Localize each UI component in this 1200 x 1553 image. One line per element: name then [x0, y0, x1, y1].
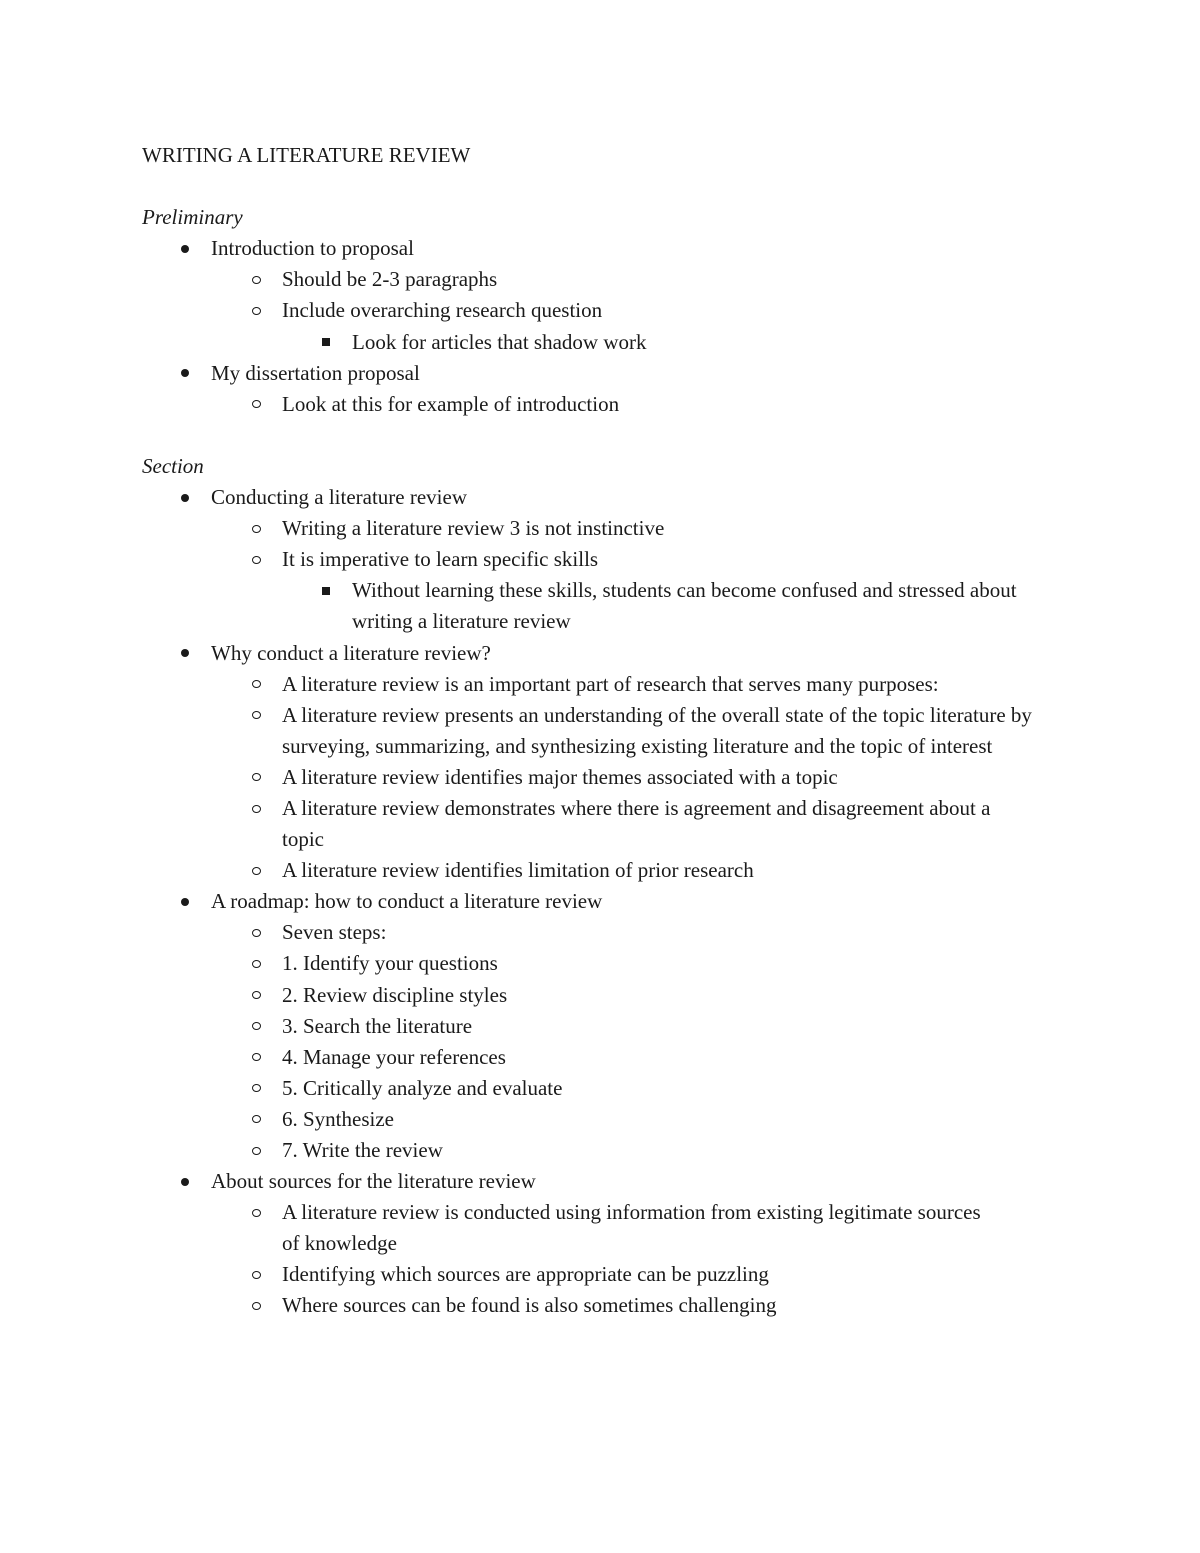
list-item-text: Why conduct a literature review? — [211, 640, 491, 665]
list-item — [142, 1042, 1062, 1073]
document-title: WRITING A LITERATURE REVIEW — [142, 143, 471, 167]
list-item-text: About sources for the literature review — [211, 1169, 536, 1194]
list-item — [142, 762, 1062, 793]
list-item — [142, 327, 1062, 358]
list-item-text: A literature review presents an understanding of the overall state of the topic literature by surveying, summarizing, and synthesizing existing literature and the topic of interest — [282, 702, 1032, 758]
list-item — [142, 1135, 1062, 1166]
document-body — [142, 140, 1062, 1322]
list-item — [142, 638, 1062, 669]
list-item — [142, 1011, 1062, 1042]
list-item — [142, 389, 1062, 420]
hollow-circle-bullet-icon — [252, 805, 261, 813]
hollow-circle-bullet-icon — [252, 1084, 261, 1092]
hollow-circle-bullet-icon — [252, 711, 261, 719]
list-item — [142, 575, 1052, 637]
list-item-text: A literature review is conducted using information from existing legitimate sources of knowledge — [282, 1200, 981, 1256]
filled-circle-bullet-icon — [181, 649, 189, 657]
list-item-text: A literature review identifies major themes associated with a topic — [282, 764, 838, 789]
list-item — [142, 948, 1062, 979]
list-item — [142, 1290, 1062, 1321]
list-item-text: Where sources can be found is also sometimes challenging — [282, 1293, 777, 1318]
filled-circle-bullet-icon — [181, 898, 189, 906]
hollow-circle-bullet-icon — [252, 1022, 261, 1030]
list-item — [142, 855, 1062, 886]
list-item-text: Writing a literature review 3 is not instinctive — [282, 516, 665, 541]
list-item — [142, 264, 1062, 295]
list-item — [142, 513, 1062, 544]
section-heading: Preliminary — [142, 205, 243, 230]
list-item-text: Without learning these skills, students can become confused and stressed about writing a literature review — [352, 578, 1017, 634]
list-item — [142, 700, 1057, 762]
hollow-circle-bullet-icon — [252, 525, 261, 533]
list-item-text: 4. Manage your references — [282, 1044, 506, 1069]
filled-square-bullet-icon — [322, 338, 330, 346]
section-main — [142, 451, 1062, 1322]
section-heading: Section — [142, 453, 204, 478]
section-preliminary — [142, 202, 1062, 420]
filled-circle-bullet-icon — [181, 494, 189, 502]
list-item — [142, 1259, 1062, 1290]
list-item — [142, 793, 1022, 855]
list-item — [142, 980, 1062, 1011]
list-item-text: A literature review is an important part of research that serves many purposes: — [282, 671, 939, 696]
filled-square-bullet-icon — [322, 587, 330, 595]
list-item-text: Conducting a literature review — [211, 485, 467, 510]
list-item — [142, 295, 1062, 326]
hollow-circle-bullet-icon — [252, 1115, 261, 1123]
list-item-text: Should be 2-3 paragraphs — [282, 267, 498, 292]
list-item — [142, 886, 1062, 917]
list-item-text: Look at this for example of introduction — [282, 391, 620, 416]
list-item — [142, 1197, 997, 1259]
hollow-circle-bullet-icon — [252, 680, 261, 688]
list-item-text: Include overarching research question — [282, 298, 603, 323]
list-item-text: Look for articles that shadow work — [352, 329, 647, 354]
hollow-circle-bullet-icon — [252, 307, 261, 315]
list-item — [142, 1104, 1062, 1135]
list-item-text: It is imperative to learn specific skills — [282, 547, 599, 572]
hollow-circle-bullet-icon — [252, 867, 261, 875]
list-item-text: A literature review demonstrates where there is agreement and disagreement about a topic — [282, 795, 991, 852]
hollow-circle-bullet-icon — [252, 929, 261, 937]
filled-circle-bullet-icon — [181, 245, 189, 253]
filled-circle-bullet-icon — [181, 369, 189, 377]
hollow-circle-bullet-icon — [252, 400, 261, 408]
hollow-circle-bullet-icon — [252, 276, 261, 284]
hollow-circle-bullet-icon — [252, 773, 261, 781]
list-item — [142, 917, 1062, 948]
list-item — [142, 544, 1062, 575]
list-item-text: 7. Write the review — [282, 1138, 443, 1162]
list-item-text: 3. Search the literature — [282, 1013, 473, 1038]
list-item — [142, 358, 1062, 389]
filled-circle-bullet-icon — [181, 1178, 189, 1186]
list-item-text: 6. Synthesize — [282, 1106, 394, 1131]
list-item-text: Identifying which sources are appropriate can be puzzling — [282, 1262, 769, 1287]
hollow-circle-bullet-icon — [252, 556, 261, 564]
section-spacer — [142, 420, 1062, 451]
list-item-text: A literature review identifies limitation of prior research — [282, 858, 754, 883]
list-item-text: A roadmap: how to conduct a literature review — [211, 889, 603, 914]
list-item-text: Seven steps: — [282, 920, 387, 945]
hollow-circle-bullet-icon — [252, 1147, 261, 1155]
list-item — [142, 1166, 1062, 1197]
list-item-text: My dissertation proposal — [211, 360, 420, 385]
hollow-circle-bullet-icon — [252, 960, 261, 968]
hollow-circle-bullet-icon — [252, 991, 261, 999]
list-item-text: 2. Review discipline styles — [282, 982, 508, 1007]
hollow-circle-bullet-icon — [252, 1209, 261, 1217]
list-item — [142, 482, 1062, 513]
list-item-text: 5. Critically analyze and evaluate — [282, 1075, 563, 1100]
list-item-text: 1. Identify your questions — [282, 951, 498, 976]
list-item — [142, 233, 1062, 264]
hollow-circle-bullet-icon — [252, 1271, 261, 1279]
hollow-circle-bullet-icon — [252, 1302, 261, 1310]
list-item — [142, 1073, 1062, 1104]
hollow-circle-bullet-icon — [252, 1053, 261, 1061]
list-item — [142, 669, 1062, 700]
list-item-text: Introduction to proposal — [211, 236, 414, 261]
